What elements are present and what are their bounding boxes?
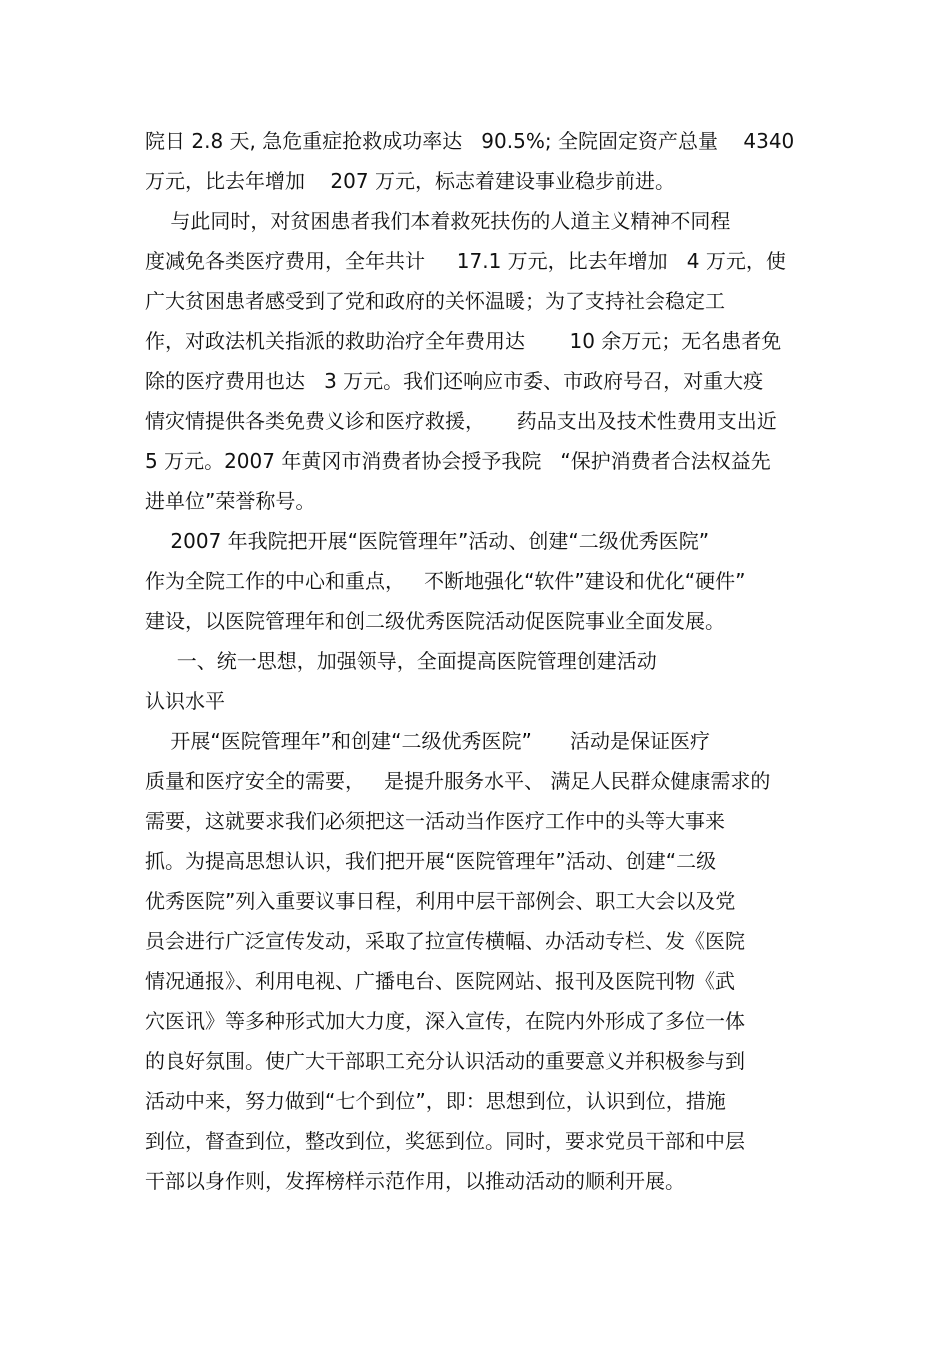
text-line: 穴医讯》等多种形式加大力度，深入宣传，在院内外形成了多位一体 (145, 1009, 745, 1033)
text-line: 到位，督查到位，整改到位，奖惩到位。同时，要求党员干部和中层 (145, 1129, 745, 1153)
text-line: 除的医疗费用也达 3 万元。我们还响应市委、市政府号召，对重大疫 (145, 369, 764, 393)
text-line: 2007 年我院把开展“医院管理年”活动、创建“二级优秀医院” (145, 529, 710, 553)
section-heading-cont: 认识水平 (145, 689, 225, 713)
text-line: 度减免各类医疗费用，全年共计 17.1 万元，比去年增加 4 万元，使 (145, 249, 786, 273)
section-heading: 一、统一思想，加强领导，全面提高医院管理创建活动 (145, 649, 657, 673)
text-line: 优秀医院”列入重要议事日程，利用中层干部例会、职工大会以及党 (145, 889, 736, 913)
text-line: 作为全院工作的中心和重点， 不断地强化“软件”建设和优化“硬件” (145, 569, 746, 593)
text-line: 情灾情提供各类免费义诊和医疗救援， 药品支出及技术性费用支出近 (145, 409, 777, 433)
text-line: 作，对政法机关指派的救助治疗全年费用达 10 余万元；无名患者免 (145, 329, 782, 353)
text-line: 需要，这就要求我们必须把这一活动当作医疗工作中的头等大事来 (145, 809, 725, 833)
text-line: 与此同时，对贫困患者我们本着救死扶伤的人道主义精神不同程 (145, 209, 731, 233)
text-line: 院日 2.8 天, 急危重症抢救成功率达 90.5%; 全院固定资产总量 4340 (145, 129, 795, 153)
text-line: 情况通报》、利用电视、广播电台、医院网站、报刊及医院刊物《武 (145, 969, 735, 993)
text-line: 5 万元。2007 年黄冈市消费者协会授予我院 “保护消费者合法权益先 (145, 449, 771, 473)
text-line: 广大贫困患者感受到了党和政府的关怀温暖；为了支持社会稳定工 (145, 289, 725, 313)
text-line: 开展“医院管理年”和创建“二级优秀医院” 活动是保证医疗 (145, 729, 711, 753)
text-line: 的良好氛围。使广大干部职工充分认识活动的重要意义并积极参与到 (145, 1049, 745, 1073)
text-line: 质量和医疗安全的需要， 是提升服务水平、 满足人民群众健康需求的 (145, 769, 771, 793)
text-line: 抓。为提高思想认识，我们把开展“医院管理年”活动、创建“二级 (145, 849, 717, 873)
text-line: 建设，以医院管理年和创二级优秀医院活动促医院事业全面发展。 (145, 609, 725, 633)
text-line: 干部以身作则，发挥榜样示范作用，以推动活动的顺利开展。 (145, 1169, 685, 1193)
text-line: 万元，比去年增加 207 万元，标志着建设事业稳步前进。 (145, 169, 675, 193)
text-line: 活动中来，努力做到“七个到位”，即：思想到位，认识到位，措施 (145, 1089, 726, 1113)
text-line: 员会进行广泛宣传发动，采取了拉宣传横幅、办活动专栏、发《医院 (145, 929, 745, 953)
text-line: 进单位”荣誉称号。 (145, 489, 316, 513)
